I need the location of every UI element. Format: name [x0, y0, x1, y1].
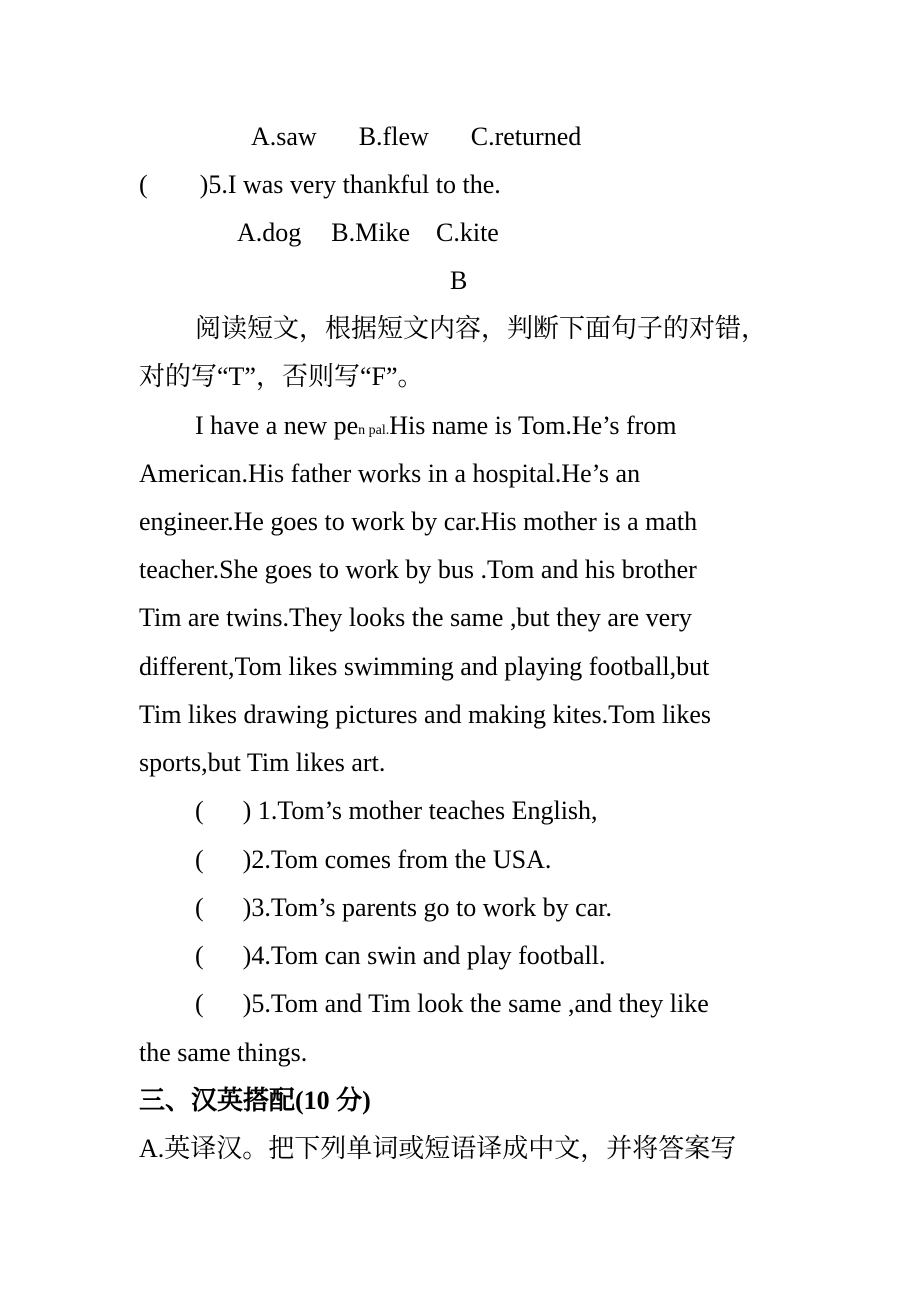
option-b: B.Mike: [331, 218, 411, 247]
question-5: [139, 170, 501, 200]
section-3-title: 三、汉英搭配(10 分): [139, 1086, 371, 1115]
section-3a-instruction: A.英译汉。把下列单词或短语译成中文，并将答案写: [139, 1134, 737, 1163]
option-a: A.saw: [251, 122, 317, 151]
option-c: C.returned: [470, 122, 582, 151]
option-c: C.kite: [436, 218, 499, 247]
passage-line: different,Tom likes swimming and playing football,but: [139, 652, 710, 681]
passage-row: [139, 459, 640, 489]
passage-line: teacher.She goes to work by bus .Tom and his brother: [139, 555, 697, 584]
instruction-row: [195, 314, 767, 344]
tf-row: [195, 796, 598, 826]
section-b-row: [450, 266, 467, 296]
option-b: B.flew: [358, 122, 429, 151]
passage-row: [139, 507, 697, 537]
passage-line: Tim likes drawing pictures and making kites.Tom likes: [139, 700, 712, 729]
passage-line: [195, 411, 677, 441]
tf-row: [195, 989, 709, 1019]
passage-line: Tim are twins.They looks the same ,but they are very: [139, 603, 692, 632]
tf-row: [195, 845, 551, 875]
instruction-line: 对的写“T”，否则写“F”。: [139, 362, 424, 391]
passage-row: [139, 603, 692, 633]
tf-question: ( )2.Tom comes from the USA.: [195, 845, 552, 874]
passage-text: I have a new pe: [195, 411, 359, 440]
section-3a-row: [139, 1134, 736, 1164]
tf-row: [195, 893, 612, 923]
passage-row: [139, 700, 711, 730]
question-4-options: [251, 122, 581, 152]
tf-row: [195, 941, 605, 971]
tf-question: ( )4.Tom can swin and play football.: [195, 941, 606, 970]
section-3-row: [139, 1086, 371, 1116]
option-a: A.dog: [237, 218, 302, 247]
tf-row: [139, 1038, 307, 1068]
answer-blank: ( ): [139, 170, 209, 199]
passage-line: sports,but Tim likes art.: [139, 748, 386, 777]
instruction-row: [139, 362, 424, 392]
passage-row: [139, 555, 697, 585]
passage-row: [139, 748, 385, 778]
tf-question: ( ) 1.Tom’s mother teaches English,: [195, 796, 598, 825]
passage-text-small: n pal.: [358, 423, 390, 438]
passage-line: engineer.He goes to work by car.His mother is a math: [139, 507, 698, 536]
passage-row: [139, 652, 709, 682]
tf-question: ( )5.Tom and Tim look the same ,and they like: [195, 989, 709, 1018]
passage-line: American.His father works in a hospital.He’s an: [139, 459, 641, 488]
question-5-options: [237, 218, 499, 248]
instruction-line: 阅读短文，根据短文内容，判断下面句子的对错，: [195, 314, 768, 343]
tf-question: ( )3.Tom’s parents go to work by car.: [195, 893, 612, 922]
question-text: 5.I was very thankful to the.: [208, 170, 501, 199]
tf-question-continued: the same things.: [139, 1038, 308, 1067]
passage-text: His name is Tom.He’s from: [389, 411, 677, 440]
section-b-heading: B: [450, 266, 468, 295]
